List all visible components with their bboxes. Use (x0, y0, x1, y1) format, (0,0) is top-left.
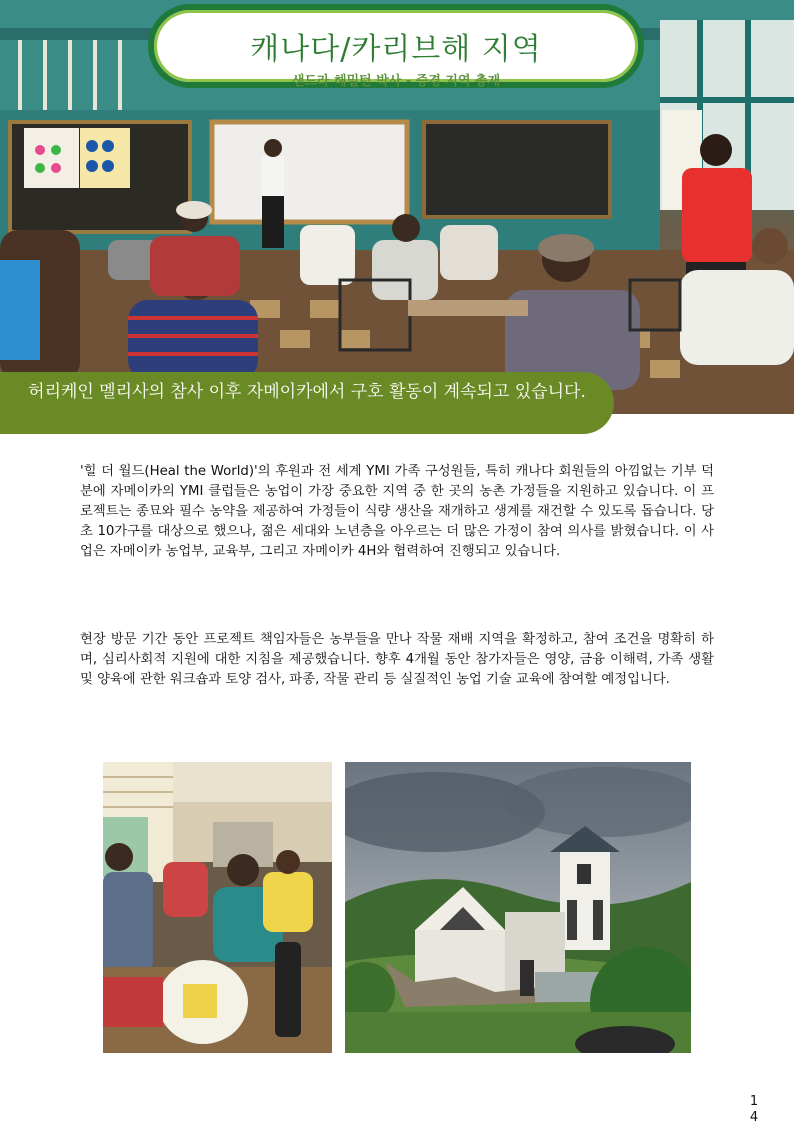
photo-meeting (103, 762, 332, 1053)
body-paragraph-2: 현장 방문 기간 동안 프로젝트 책임자들은 농부들을 만나 작물 재배 지역을 확정하고, 참여 조건을 명확히 하며, 심리사회적 지원에 대한 지침을 제공했습니다. 향후 4개월 동안 참가자들은 영양, 금융 이해력, 가족 생활 및 양육에 관한 워크숍과 토양 검사, 파종, 작물 관리 등 실질적인 농업 기술 교육에 참여할 예정입니다. (80, 632, 714, 687)
author-subtitle: 샌드라 해밀턴 박사 - 증경 지역 총재 (291, 74, 501, 89)
page-number: 1 4 (749, 1094, 759, 1125)
page-title: 캐나다/카리브해 지역 (250, 32, 542, 67)
body-paragraph-1: '힐 더 월드(Heal the World)'의 후원과 전 세계 YMI 가족 구성원들, 특히 캐나다 회원들의 아낌없는 기부 덕분에 자메이카의 YMI 클럽들은 농업이 가장 중요한 지역 중 한 곳의 농촌 가정들을 지원하고 있습니다. 이 프로젝트는 종묘와 필수 농약을 제공하여 가정들이 식량 생산을 재개하고 생계를 재건할 수 있도록 돕습니다. 당초 10가구를 대상으로 했으나, 젊은 세대와 노년층을 아우르는 더 많은 가정이 참여 의사를 밝혔습니다. 이 사업은 자메이카 농업부, 교육부, 그리고 자메이카 4H와 협력하여 진행되고 있습니다. (80, 464, 714, 559)
photo-caption: 허리케인 멜리사의 참사 이후 자메이카에서 구호 활동이 계속되고 있습니다. (0, 372, 614, 434)
title-banner (148, 4, 644, 88)
photo-damaged-church (345, 762, 691, 1053)
